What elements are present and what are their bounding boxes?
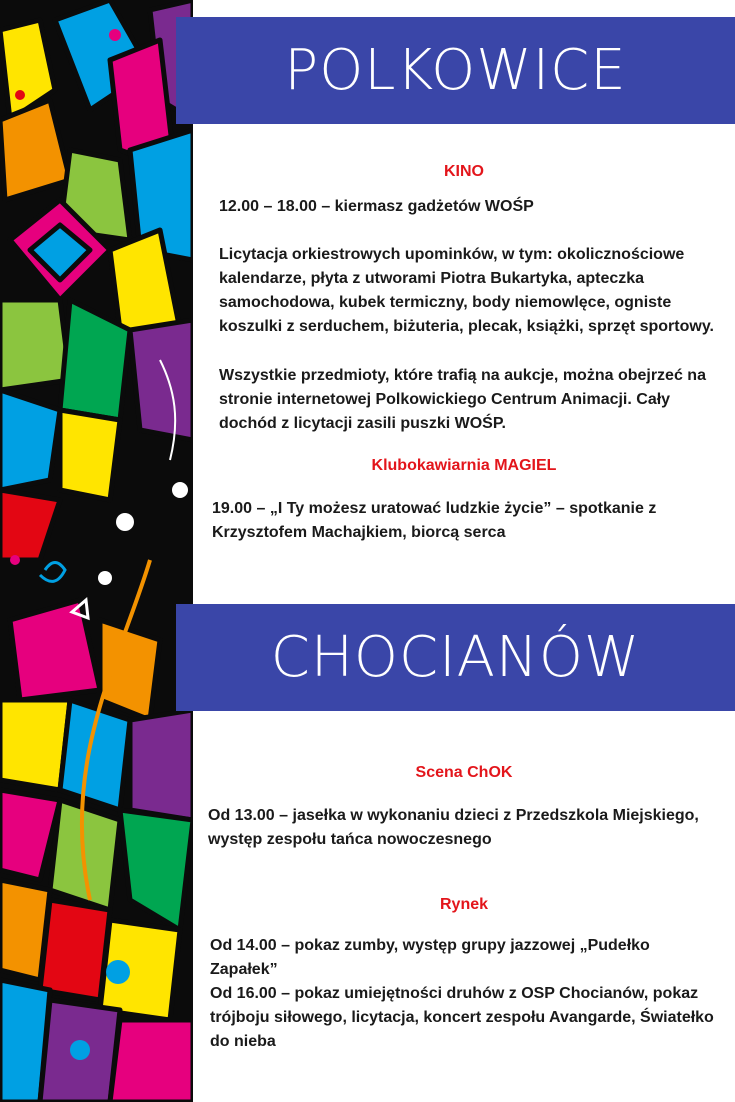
text-line: stronie internetowej Polkowickiego Centrum Animacji. Cały [219, 391, 671, 408]
kino-info-paragraph [219, 364, 729, 436]
polkowice-banner [176, 17, 735, 124]
text-line: Zapałek” [210, 961, 278, 978]
text-line: 19.00 – „I Ty możesz uratować ludzkie życie” – spotkanie z [212, 500, 657, 517]
scena-paragraph [208, 804, 728, 852]
kino-fair-line: 12.00 – 18.00 – kiermasz gadżetów WOŚP [219, 198, 534, 215]
text-line: występ zespołu tańca nowoczesnego [208, 831, 492, 848]
kino-heading: KINO [444, 163, 484, 180]
text-line: Od 16.00 – pokaz umiejętności druhów z OSP Chocianów, pokaz [210, 985, 699, 1002]
decorative-art-strip [0, 0, 193, 1102]
text-line: Krzysztofem Machajkiem, biorcą serca [212, 524, 506, 541]
magiel-heading: Klubokawiarnia MAGIEL [371, 457, 557, 474]
text-line: Od 14.00 – pokaz zumby, występ grupy jazzowej „Pudełko [210, 937, 650, 954]
magiel-paragraph [212, 497, 727, 545]
text-line: samochodowa, kubek termiczny, body niemowlęce, ogniste [219, 294, 672, 311]
scena-heading: Scena ChOK [415, 764, 513, 781]
text-line: trójboju siłowego, licytacja, koncert zespołu Avangarde, Światełko [210, 1009, 714, 1026]
rynek-heading: Rynek [439, 896, 489, 913]
chocianow-title: CHOCIANÓW [270, 625, 641, 690]
text-line: Od 13.00 – jasełka w wykonaniu dzieci z Przedszkola Miejskiego, [208, 807, 699, 824]
text-line: do nieba [210, 1033, 276, 1050]
chocianow-banner [176, 604, 735, 711]
stained-glass-illustration [0, 0, 193, 1102]
kino-auction-paragraph [219, 243, 729, 339]
rynek-paragraph [210, 934, 728, 1054]
text-line: kalendarze, płyta z utworami Piotra Bukartyka, apteczka [219, 270, 645, 287]
text-line: Wszystkie przedmioty, które trafią na aukcje, można obejrzeć na [219, 367, 706, 384]
polkowice-title: POLKOWICE [284, 38, 627, 103]
text-line: Licytacja orkiestrowych upominków, w tym: okolicznościowe [219, 246, 685, 263]
text-line: koszulki z serduchem, biżuteria, plecak, książki, sprzęt sportowy. [219, 318, 714, 335]
text-line: dochód z licytacji zasili puszki WOŚP. [219, 415, 506, 432]
